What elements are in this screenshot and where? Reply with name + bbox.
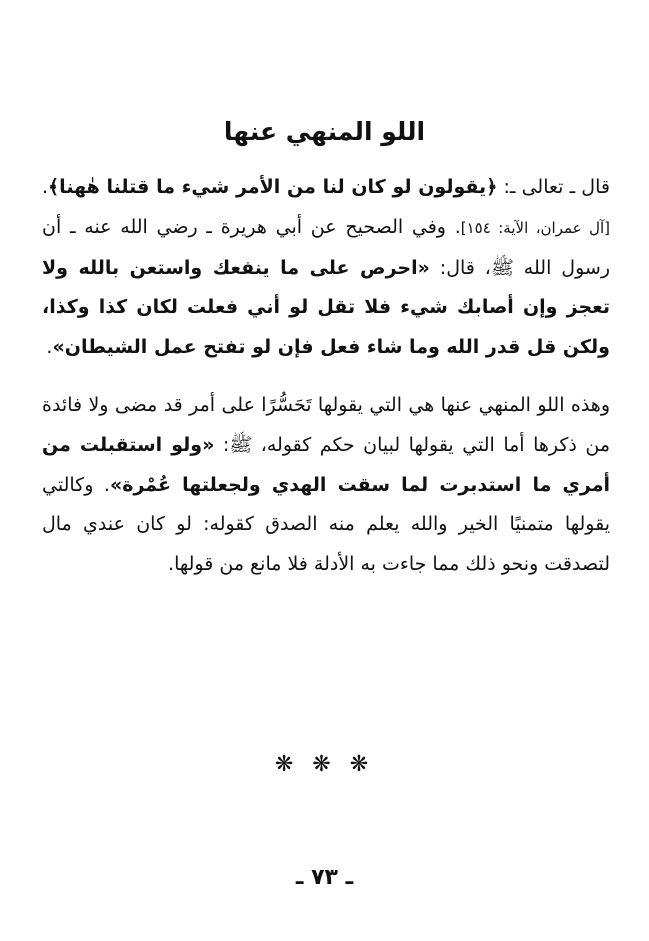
body-text bbox=[42, 168, 610, 585]
hadith-text: «احرص على ما ينفعك واستعن بالله ولا تعجز وإن أصابك شيء فلا تقل لو أني فعلت لكان كذا وكذا، ولكن قل قدر الله وما شاء فعل فإن لو تفتح عمل الشيطان» bbox=[42, 256, 610, 359]
paragraph-2 bbox=[42, 386, 610, 585]
section-separator: ❋ ❋ ❋ bbox=[274, 752, 375, 777]
intro-text: قال ـ تعالى ـ: bbox=[497, 176, 610, 198]
quran-verse: ﴿يقولون لو كان لنا من الأمر شيء ما قتلنا هٰهنا﴾ bbox=[48, 176, 498, 198]
verse-reference: [آل عمران، الآية: ١٥٤] bbox=[460, 218, 610, 237]
hadith-intro: . وفي الصحيح عن أبي هريرة ـ رضي الله عنه ـ أن رسول الله ﷺ، قال: bbox=[42, 215, 610, 279]
page-number: ـ ٧٣ ـ bbox=[295, 865, 354, 890]
hadith-quote: «ولو استقبلت من أمري ما استدبرت لما سقت الهدي ولجعلتها عُمْرة» bbox=[42, 433, 610, 496]
punctuation-end: . bbox=[46, 336, 53, 359]
explanation-text: وهذه اللو المنهي عنها هي التي يقولها تَحَسُّرًا على أمر قد مضى ولا فائدة من ذكرها أما التي يقولها لبيان حكم كقوله، ﷺ: bbox=[42, 393, 610, 456]
section-title: اللو المنهي عنها bbox=[223, 117, 426, 146]
punctuation: . bbox=[42, 176, 49, 198]
explanation-continued: . وكالتي يقولها متمنيًا الخير والله يعلم منه الصدق كقوله: لو كان عندي مال لتصدقت ونحو ذلك مما جاءت به الأدلة فلا مانع من قولها. bbox=[42, 473, 610, 576]
paragraph-1 bbox=[42, 168, 610, 368]
